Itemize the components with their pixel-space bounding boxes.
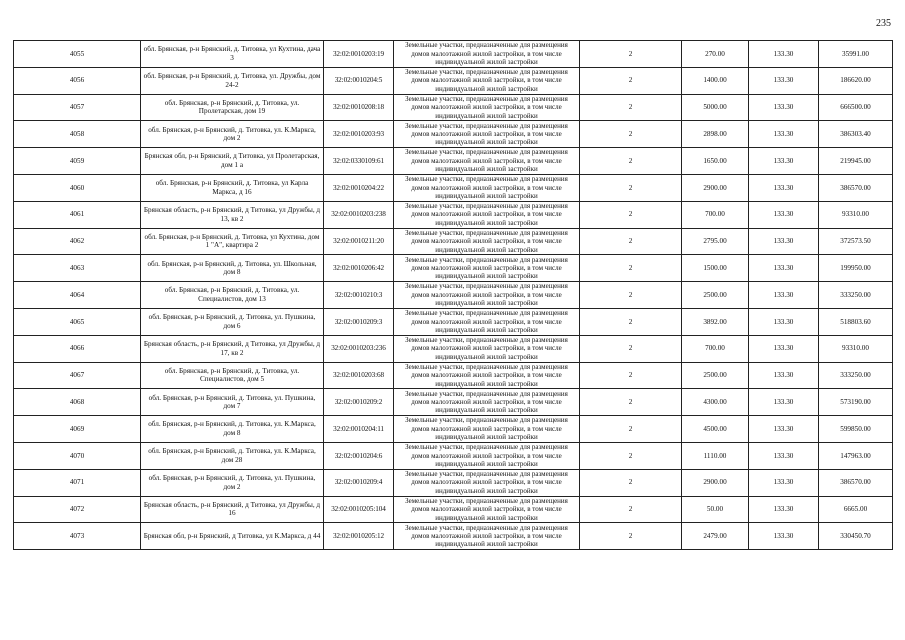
cadastral-number-cell: 32:02:0010203:238 xyxy=(324,201,394,228)
address-cell: Брянская область, р-н Брянский, д Титовка, ул Дружбы, д 16 xyxy=(141,496,324,523)
land-use-cell: Земельные участки, предназначенные для размещения домов малоэтажной жилой застройки, в том числе индивидуальной жилой застройки xyxy=(394,416,580,443)
rate-cell: 133.30 xyxy=(749,148,819,175)
group-cell: 2 xyxy=(580,148,682,175)
group-cell: 2 xyxy=(580,442,682,469)
land-use-cell: Земельные участки, предназначенные для размещения домов малоэтажной жилой застройки, в том числе индивидуальной жилой застройки xyxy=(394,335,580,362)
table-row xyxy=(14,335,893,362)
address-cell: обл. Брянская, р-н Брянский, д. Титовка, ул. К.Маркса, дом 2 xyxy=(141,121,324,148)
area-cell: 700.00 xyxy=(682,335,749,362)
table-row xyxy=(14,362,893,389)
cadastral-number-cell: 32:02:0010206:42 xyxy=(324,255,394,282)
land-use-cell: Земельные участки, предназначенные для размещения домов малоэтажной жилой застройки, в том числе индивидуальной жилой застройки xyxy=(394,389,580,416)
table-row xyxy=(14,41,893,68)
cadastral-value-cell: 518803.60 xyxy=(819,308,893,335)
land-use-cell: Земельные участки, предназначенные для размещения домов малоэтажной жилой застройки, в том числе индивидуальной жилой застройки xyxy=(394,255,580,282)
row-number-cell: 4072 xyxy=(14,496,141,523)
cadastral-value-cell: 386570.00 xyxy=(819,469,893,496)
cadastral-number-cell: 32:02:0010203:19 xyxy=(324,41,394,68)
cadastral-value-cell: 386570.00 xyxy=(819,174,893,201)
land-use-cell: Земельные участки, предназначенные для размещения домов малоэтажной жилой застройки, в том числе индивидуальной жилой застройки xyxy=(394,496,580,523)
cadastral-value-cell: 333250.00 xyxy=(819,362,893,389)
address-cell: обл. Брянская, р-н Брянский, д. Титовка, ул. Пушкина, дом 7 xyxy=(141,389,324,416)
group-cell: 2 xyxy=(580,121,682,148)
cadastral-number-cell: 32:02:0010204:5 xyxy=(324,67,394,94)
rate-cell: 133.30 xyxy=(749,41,819,68)
address-cell: Брянская область, р-н Брянский, д Титовка, ул Дружбы, д 17, кв 2 xyxy=(141,335,324,362)
address-cell: обл. Брянская, р-н Брянский, д. Титовка, ул. Специалистов, дом 13 xyxy=(141,282,324,309)
cadastral-value-cell: 333250.00 xyxy=(819,282,893,309)
address-cell: обл. Брянская, р-н Брянский, д. Титовка, ул. Пушкина, дом 2 xyxy=(141,469,324,496)
land-use-cell: Земельные участки, предназначенные для размещения домов малоэтажной жилой застройки, в том числе индивидуальной жилой застройки xyxy=(394,469,580,496)
land-use-cell: Земельные участки, предназначенные для размещения домов малоэтажной жилой застройки, в том числе индивидуальной жилой застройки xyxy=(394,228,580,255)
address-cell: обл. Брянская, р-н Брянский, д. Титовка, ул. К.Маркса, дом 28 xyxy=(141,442,324,469)
group-cell: 2 xyxy=(580,362,682,389)
cadastral-value-cell: 666500.00 xyxy=(819,94,893,121)
area-cell: 1110.00 xyxy=(682,442,749,469)
cadastral-number-cell: 32:02:0010203:236 xyxy=(324,335,394,362)
address-cell: обл. Брянская, р-н Брянский, д. Титовка, ул Кухтина, дом 1 "А", квартира 2 xyxy=(141,228,324,255)
rate-cell: 133.30 xyxy=(749,416,819,443)
cadastral-value-cell: 35991.00 xyxy=(819,41,893,68)
rate-cell: 133.30 xyxy=(749,389,819,416)
group-cell: 2 xyxy=(580,389,682,416)
cadastral-number-cell: 32:02:0010205:12 xyxy=(324,523,394,550)
area-cell: 2500.00 xyxy=(682,362,749,389)
cadastral-value-cell: 386303.40 xyxy=(819,121,893,148)
address-cell: обл. Брянская, р-н Брянский, д. Титовка, ул. Специалистов, дом 5 xyxy=(141,362,324,389)
rate-cell: 133.30 xyxy=(749,523,819,550)
address-cell: обл. Брянская, р-н Брянский, д. Титовка, ул Карла Маркса, д 16 xyxy=(141,174,324,201)
row-number-cell: 4065 xyxy=(14,308,141,335)
address-cell: обл. Брянская, р-н Брянский, д. Титовка, ул. Школьная, дом 8 xyxy=(141,255,324,282)
group-cell: 2 xyxy=(580,201,682,228)
row-number-cell: 4059 xyxy=(14,148,141,175)
area-cell: 2898.00 xyxy=(682,121,749,148)
row-number-cell: 4066 xyxy=(14,335,141,362)
rate-cell: 133.30 xyxy=(749,362,819,389)
land-use-cell: Земельные участки, предназначенные для размещения домов малоэтажной жилой застройки, в том числе индивидуальной жилой застройки xyxy=(394,201,580,228)
table-row xyxy=(14,523,893,550)
table-row xyxy=(14,496,893,523)
cadastral-number-cell: 32:02:0010208:18 xyxy=(324,94,394,121)
address-cell: обл. Брянская, р-н Брянский, д. Титовка, ул. К.Маркса, дом 8 xyxy=(141,416,324,443)
row-number-cell: 4056 xyxy=(14,67,141,94)
land-use-cell: Земельные участки, предназначенные для размещения домов малоэтажной жилой застройки, в том числе индивидуальной жилой застройки xyxy=(394,67,580,94)
table-row xyxy=(14,389,893,416)
area-cell: 700.00 xyxy=(682,201,749,228)
table-row xyxy=(14,469,893,496)
land-use-cell: Земельные участки, предназначенные для размещения домов малоэтажной жилой застройки, в том числе индивидуальной жилой застройки xyxy=(394,523,580,550)
address-cell: Брянская обл, р-н Брянский, д Титовка, ул Пролетарская, дом 1 а xyxy=(141,148,324,175)
rate-cell: 133.30 xyxy=(749,255,819,282)
cadastral-value-cell: 6665.00 xyxy=(819,496,893,523)
area-cell: 1500.00 xyxy=(682,255,749,282)
cadastral-number-cell: 32:02:0010204:22 xyxy=(324,174,394,201)
row-number-cell: 4071 xyxy=(14,469,141,496)
row-number-cell: 4057 xyxy=(14,94,141,121)
area-cell: 4300.00 xyxy=(682,389,749,416)
row-number-cell: 4058 xyxy=(14,121,141,148)
rate-cell: 133.30 xyxy=(749,335,819,362)
area-cell: 50.00 xyxy=(682,496,749,523)
page-number: 235 xyxy=(876,18,891,29)
area-cell: 4500.00 xyxy=(682,416,749,443)
area-cell: 2795.00 xyxy=(682,228,749,255)
rate-cell: 133.30 xyxy=(749,469,819,496)
land-use-cell: Земельные участки, предназначенные для размещения домов малоэтажной жилой застройки, в том числе индивидуальной жилой застройки xyxy=(394,121,580,148)
group-cell: 2 xyxy=(580,94,682,121)
cadastral-number-cell: 32:02:0010204:11 xyxy=(324,416,394,443)
address-cell: обл. Брянская, р-н Брянский, д. Титовка, ул. Пушкина, дом 6 xyxy=(141,308,324,335)
group-cell: 2 xyxy=(580,255,682,282)
cadastral-number-cell: 32:02:0010203:68 xyxy=(324,362,394,389)
group-cell: 2 xyxy=(580,416,682,443)
row-number-cell: 4067 xyxy=(14,362,141,389)
area-cell: 5000.00 xyxy=(682,94,749,121)
area-cell: 2900.00 xyxy=(682,174,749,201)
cadastral-value-cell: 199950.00 xyxy=(819,255,893,282)
cadastral-value-cell: 330450.70 xyxy=(819,523,893,550)
cadastral-number-cell: 32:02:0010205:104 xyxy=(324,496,394,523)
area-cell: 2900.00 xyxy=(682,469,749,496)
area-cell: 3892.00 xyxy=(682,308,749,335)
group-cell: 2 xyxy=(580,41,682,68)
table-row xyxy=(14,255,893,282)
table-row xyxy=(14,201,893,228)
cadastral-number-cell: 32:02:0330109:61 xyxy=(324,148,394,175)
group-cell: 2 xyxy=(580,228,682,255)
cadastral-value-cell: 573190.00 xyxy=(819,389,893,416)
rate-cell: 133.30 xyxy=(749,228,819,255)
rate-cell: 133.30 xyxy=(749,121,819,148)
cadastral-value-cell: 147963.00 xyxy=(819,442,893,469)
row-number-cell: 4063 xyxy=(14,255,141,282)
table-row xyxy=(14,174,893,201)
address-cell: Брянская обл, р-н Брянский, д Титовка, ул К.Маркса, д 44 xyxy=(141,523,324,550)
table-row xyxy=(14,282,893,309)
cadastral-number-cell: 32:02:0010211:20 xyxy=(324,228,394,255)
group-cell: 2 xyxy=(580,308,682,335)
land-register-table xyxy=(13,40,893,550)
rate-cell: 133.30 xyxy=(749,201,819,228)
table-body xyxy=(14,41,893,550)
group-cell: 2 xyxy=(580,523,682,550)
row-number-cell: 4061 xyxy=(14,201,141,228)
cadastral-value-cell: 186620.00 xyxy=(819,67,893,94)
cadastral-value-cell: 93310.00 xyxy=(819,335,893,362)
row-number-cell: 4069 xyxy=(14,416,141,443)
group-cell: 2 xyxy=(580,67,682,94)
group-cell: 2 xyxy=(580,174,682,201)
row-number-cell: 4060 xyxy=(14,174,141,201)
cadastral-number-cell: 32:02:0010204:6 xyxy=(324,442,394,469)
rate-cell: 133.30 xyxy=(749,442,819,469)
cadastral-value-cell: 599850.00 xyxy=(819,416,893,443)
address-cell: обл. Брянская, р-н Брянский, д. Титовка, ул Кухтина, дача 3 xyxy=(141,41,324,68)
land-use-cell: Земельные участки, предназначенные для размещения домов малоэтажной жилой застройки, в том числе индивидуальной жилой застройки xyxy=(394,282,580,309)
land-use-cell: Земельные участки, предназначенные для размещения домов малоэтажной жилой застройки, в том числе индивидуальной жилой застройки xyxy=(394,174,580,201)
area-cell: 1650.00 xyxy=(682,148,749,175)
cadastral-number-cell: 32:02:0010209:4 xyxy=(324,469,394,496)
area-cell: 2479.00 xyxy=(682,523,749,550)
table-row xyxy=(14,148,893,175)
area-cell: 1400.00 xyxy=(682,67,749,94)
address-cell: обл. Брянская, р-н Брянский, д. Титовка, ул. Дружбы, дом 24-2 xyxy=(141,67,324,94)
land-use-cell: Земельные участки, предназначенные для размещения домов малоэтажной жилой застройки, в том числе индивидуальной жилой застройки xyxy=(394,94,580,121)
address-cell: Брянская область, р-н Брянский, д Титовка, ул Дружбы, д 13, кв 2 xyxy=(141,201,324,228)
table-row xyxy=(14,416,893,443)
address-cell: обл. Брянская, р-н Брянский, д. Титовка, ул. Пролетарская, дом 19 xyxy=(141,94,324,121)
rate-cell: 133.30 xyxy=(749,308,819,335)
group-cell: 2 xyxy=(580,282,682,309)
rate-cell: 133.30 xyxy=(749,496,819,523)
cadastral-number-cell: 32:02:0010203:93 xyxy=(324,121,394,148)
row-number-cell: 4073 xyxy=(14,523,141,550)
rate-cell: 133.30 xyxy=(749,174,819,201)
table-row xyxy=(14,228,893,255)
row-number-cell: 4064 xyxy=(14,282,141,309)
rate-cell: 133.30 xyxy=(749,67,819,94)
cadastral-value-cell: 93310.00 xyxy=(819,201,893,228)
table-row xyxy=(14,308,893,335)
cadastral-value-cell: 372573.50 xyxy=(819,228,893,255)
table-row xyxy=(14,67,893,94)
area-cell: 270.00 xyxy=(682,41,749,68)
row-number-cell: 4055 xyxy=(14,41,141,68)
land-use-cell: Земельные участки, предназначенные для размещения домов малоэтажной жилой застройки, в том числе индивидуальной жилой застройки xyxy=(394,442,580,469)
table-row xyxy=(14,121,893,148)
land-use-cell: Земельные участки, предназначенные для размещения домов малоэтажной жилой застройки, в том числе индивидуальной жилой застройки xyxy=(394,41,580,68)
land-use-cell: Земельные участки, предназначенные для размещения домов малоэтажной жилой застройки, в том числе индивидуальной жилой застройки xyxy=(394,148,580,175)
cadastral-number-cell: 32:02:0010209:3 xyxy=(324,308,394,335)
group-cell: 2 xyxy=(580,469,682,496)
cadastral-number-cell: 32:02:0010210:3 xyxy=(324,282,394,309)
area-cell: 2500.00 xyxy=(682,282,749,309)
rate-cell: 133.30 xyxy=(749,94,819,121)
land-use-cell: Земельные участки, предназначенные для размещения домов малоэтажной жилой застройки, в том числе индивидуальной жилой застройки xyxy=(394,308,580,335)
rate-cell: 133.30 xyxy=(749,282,819,309)
group-cell: 2 xyxy=(580,496,682,523)
row-number-cell: 4070 xyxy=(14,442,141,469)
group-cell: 2 xyxy=(580,335,682,362)
row-number-cell: 4062 xyxy=(14,228,141,255)
table-row xyxy=(14,442,893,469)
table-row xyxy=(14,94,893,121)
row-number-cell: 4068 xyxy=(14,389,141,416)
cadastral-value-cell: 219945.00 xyxy=(819,148,893,175)
land-use-cell: Земельные участки, предназначенные для размещения домов малоэтажной жилой застройки, в том числе индивидуальной жилой застройки xyxy=(394,362,580,389)
cadastral-number-cell: 32:02:0010209:2 xyxy=(324,389,394,416)
